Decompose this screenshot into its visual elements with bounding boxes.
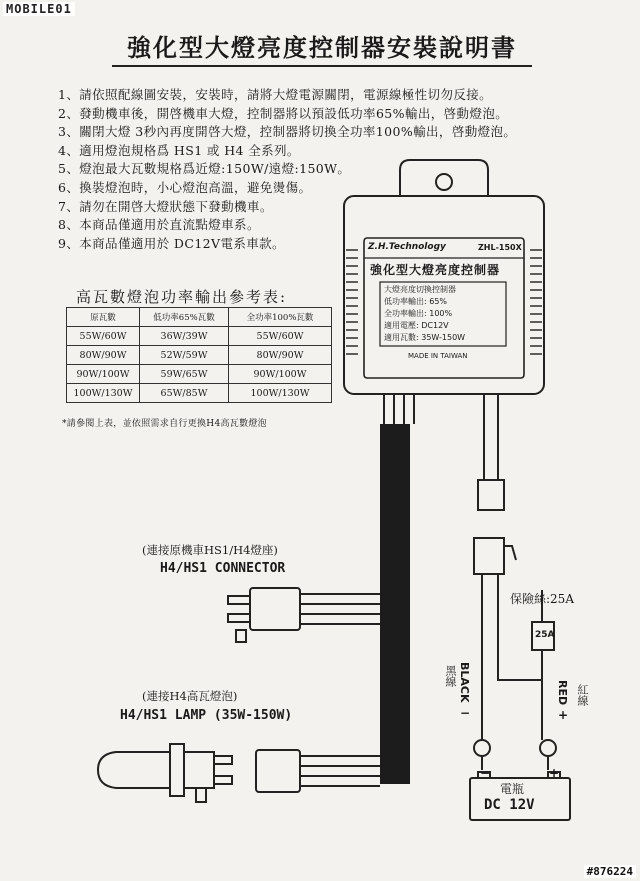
table-cell: 36W/39W [140, 327, 229, 346]
red-wire-label-cn: 紅線 [576, 684, 589, 706]
table-cell: 90W/100W [229, 365, 332, 384]
fuse-value: 25A [535, 630, 555, 640]
black-wire-polarity: − [460, 706, 471, 720]
h4-bulb-icon [98, 744, 232, 802]
lamp-socket-icon [256, 750, 300, 792]
power-connector-male [478, 480, 504, 510]
controller-model: ZHL-150X [478, 243, 522, 252]
table-cell: 55W/60W [229, 327, 332, 346]
h4-connector-plug-icon [228, 588, 300, 642]
watermark-logo-top: MOBILE01 [3, 2, 75, 16]
battery-label-cn: 電瓶 [500, 782, 525, 796]
lamp-branch-wires [300, 756, 380, 786]
red-wire-label-en: RED [556, 680, 569, 706]
fuse-label: 保險絲:25A [510, 592, 574, 606]
connector-label-cn: (連接原機車HS1/H4燈座) [142, 543, 278, 557]
red-wire-polarity: + [558, 708, 569, 722]
controller-spec-line: 全功率輸出: 100% [384, 309, 453, 318]
lamp-label-cn: (連接H4高瓦燈泡) [142, 689, 238, 703]
controller-spec-line: 適用電壓: DC12V [384, 321, 449, 330]
table-footnote: *請參閱上表，並依照需求自行更換H4高瓦數燈泡 [62, 419, 267, 429]
instruction-item: 4、適用燈泡規格爲 HS1 或 H4 全系列。 [58, 142, 300, 158]
controller-spec-line: 低功率輸出: 65% [384, 297, 448, 306]
table-cell: 55W/60W [67, 327, 140, 346]
connector-label-en: H4/HS1 CONNECTOR [160, 561, 286, 576]
power-connector-female [474, 538, 504, 574]
table-header-cell: 低功率65%瓦數 [140, 308, 229, 327]
power-wires [484, 394, 498, 480]
battery-label-en: DC 12V [484, 797, 535, 813]
table-header-cell: 原瓦數 [67, 308, 140, 327]
instruction-item: 1、請依照配線圖安裝，安裝時，請將大燈電源關閉，電源線極性切勿反接。 [58, 87, 493, 102]
black-sleeve [380, 424, 410, 784]
table-cell: 100W/130W [67, 384, 140, 403]
table-cell: 52W/59W [140, 346, 229, 365]
connector-branch-wires [300, 594, 380, 624]
table-cell: 59W/65W [140, 365, 229, 384]
controller-brand: Z.H.Technology [368, 242, 446, 252]
lamp-label-en: H4/HS1 LAMP (35W-150W) [120, 708, 293, 723]
table-cell: 80W/90W [67, 346, 140, 365]
table-cell: 80W/90W [229, 346, 332, 365]
controller-spec-title: 大燈亮度切換控制器 [384, 285, 456, 294]
table-cell: 90W/100W [67, 365, 140, 384]
instruction-item: 3、關閉大燈 3秒內再度開啓大燈，控制器將切換全功率100%輸出，啓動燈泡。 [58, 124, 517, 140]
black-wire-label-cn: 黑線 [444, 665, 457, 687]
instruction-item: 8、本商品僅適用於直流點燈車系。 [58, 217, 260, 233]
table-header-cell: 全功率100%瓦數 [229, 308, 332, 327]
instruction-item: 5、燈泡最大瓦數規格爲近燈:150W/遠燈:150W。 [58, 161, 351, 177]
mounting-hole-icon [436, 174, 452, 190]
battery-terminal-minus: − [480, 766, 491, 780]
table-cell: 100W/130W [229, 384, 332, 403]
black-wire-label-en: BLACK [458, 662, 471, 703]
controller-spec-line: 適用瓦數: 35W-150W [384, 333, 466, 342]
controller-origin: MADE IN TAIWAN [408, 352, 468, 360]
power-table-title: 高瓦數燈泡功率輸出參考表: [76, 288, 288, 306]
watermark-id-bottom: #876224 [584, 865, 636, 878]
instruction-item: 6、換裝燈泡時，小心燈泡高溫，避免燙傷。 [58, 179, 312, 195]
battery-terminal-plus: + [549, 766, 560, 780]
instruction-item: 7、請勿在開啓大燈狀態下發動機車。 [58, 198, 273, 214]
document-title: 強化型大燈亮度控制器安裝說明書 [112, 28, 532, 67]
instruction-item: 9、本商品僅適用於 DC12V電系車款。 [58, 235, 285, 251]
controller-name: 強化型大燈亮度控制器 [370, 263, 501, 277]
instruction-item: 2、發動機車後，開啓機車大燈，控制器將以預設低功率65%輸出，啓動燈泡。 [58, 105, 509, 121]
red-ring-terminal-icon [540, 740, 556, 756]
black-ring-terminal-icon [474, 740, 490, 756]
controller-body [344, 196, 544, 394]
table-cell: 65W/85W [140, 384, 229, 403]
headlight-wire-bundle [384, 394, 414, 424]
